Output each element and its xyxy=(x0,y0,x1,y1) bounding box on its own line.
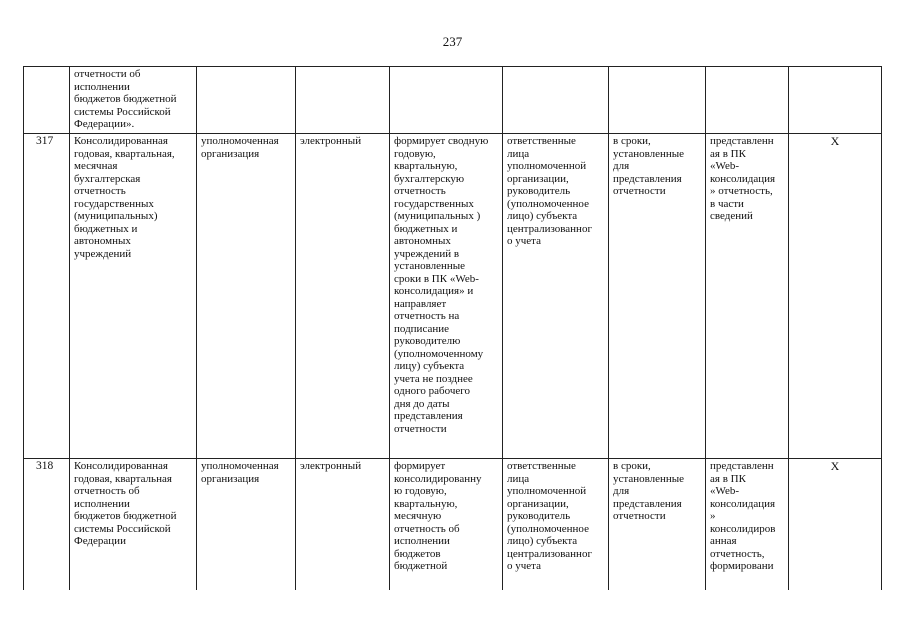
mark-cell: X xyxy=(789,134,882,459)
table-row xyxy=(24,459,882,591)
table-row xyxy=(24,67,882,134)
action-cell: формирует сводную годовую, квартальную, бухгалтерскую отчетность государственных (муниципальных ) бюджетных и автономных учреждений в установленные сроки в ПК «Web- консолидация» и направляет отчетность на подписание руководителю (уполномоченному лицу) субъекта учета не позднее одного рабочего дня до даты представления отчетности xyxy=(390,134,503,459)
document-name-cell: Консолидированная годовая, квартальная, месячная бухгалтерская отчетность государственных (муниципальных) бюджетных и автономных учреждений xyxy=(70,134,197,459)
mark-cell xyxy=(789,67,882,134)
result-cell xyxy=(706,67,789,134)
form-cell: электронный xyxy=(296,134,390,459)
deadline-cell: в сроки, установленные для представления отчетности xyxy=(609,134,706,459)
responsible-cell xyxy=(503,67,609,134)
table-row xyxy=(24,134,882,459)
action-cell: формирует консолидированну ю годовую, квартальную, месячную отчетность об исполнении бюджетов бюджетной xyxy=(390,459,503,591)
row-number-cell: 318 xyxy=(24,459,70,591)
result-cell: представленн ая в ПК «Web- консолидация » консолидиров анная отчетность, формировани xyxy=(706,459,789,591)
deadline-cell xyxy=(609,67,706,134)
result-cell: представленн ая в ПК «Web- консолидация » отчетность, в части сведений xyxy=(706,134,789,459)
page-number: 237 xyxy=(442,34,463,49)
mark-cell: X xyxy=(789,459,882,591)
document-name-cell: отчетности об исполнении бюджетов бюджетной системы Российской Федерации». xyxy=(70,67,197,134)
row-number-cell: 317 xyxy=(24,134,70,459)
form-cell: электронный xyxy=(296,459,390,591)
performer-cell: уполномоченная организация xyxy=(197,459,296,591)
document-table-container xyxy=(23,66,883,590)
performer-cell xyxy=(197,67,296,134)
deadline-cell: в сроки, установленные для представления отчетности xyxy=(609,459,706,591)
action-cell xyxy=(390,67,503,134)
form-cell xyxy=(296,67,390,134)
performer-cell: уполномоченная организация xyxy=(197,134,296,459)
responsible-cell: ответственные лица уполномоченной организации, руководитель (уполномоченное лицо) субъекта централизованног о учета xyxy=(503,459,609,591)
row-number-cell xyxy=(24,67,70,134)
responsible-cell: ответственные лица уполномоченной организации, руководитель (уполномоченное лицо) субъекта централизованног о учета xyxy=(503,134,609,459)
document-name-cell: Консолидированная годовая, квартальная отчетность об исполнении бюджетов бюджетной системы Российской Федерации xyxy=(70,459,197,591)
document-table xyxy=(23,66,882,590)
